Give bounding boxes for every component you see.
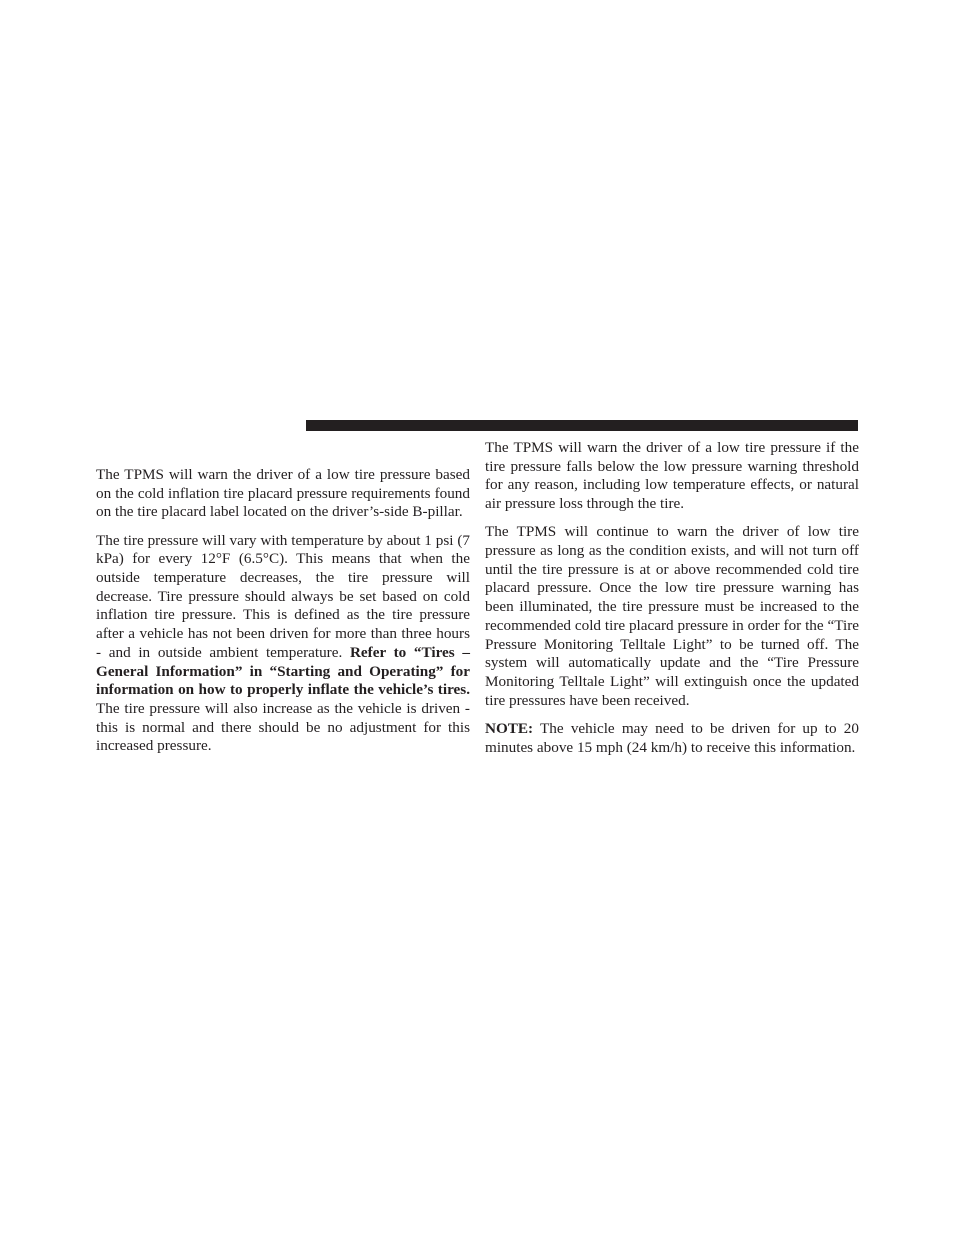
right-column — [485, 439, 859, 767]
cross-reference: Refer to “Tires – General Information” in “Starting and Operating” for information on how to properly inflate the vehicle’s tires. — [96, 643, 470, 699]
paragraph-temperature-variation — [96, 532, 470, 756]
header-rule — [306, 420, 858, 431]
paragraph-low-pressure-warning: The TPMS will warn the driver of a low tire pressure if the tire pressure falls below the low pressure warning threshold for any reason, including low temperature effects, or natural air pressure loss through the tire. — [485, 439, 859, 513]
paragraph-text: The tire pressure will vary with temperature by about 1 psi (7 kPa) for every 12°F (6.5°C). This means that when the outside temperature decreases, the tire pressure will decrease. Tire pressure should always be set based on cold inflation tire pressure. This is defined as the tire pressure after a vehicle has not been driven for more than three hours - and in outside ambient temperature. — [96, 531, 470, 661]
note-paragraph — [485, 720, 859, 757]
note-label: NOTE: — [485, 719, 534, 737]
paragraph-text-tail: The tire pressure will also increase as the vehicle is driven - this is normal and there should be no adjustment for this increased pressure. — [96, 699, 470, 755]
paragraph-tpms-cold-inflation: The TPMS will warn the driver of a low tire pressure based on the cold inflation tire placard pressure requirements found on the tire placard label located on the driver’s-side B-pillar. — [96, 466, 470, 521]
left-column — [96, 466, 470, 766]
paragraph-continue-warning: The TPMS will continue to warn the driver of low tire pressure as long as the condition exists, and will not turn off until the tire pressure is at or above recommended cold tire placard pressure. Once the low tire pressure warning has been illuminated, the tire pressure must be increased to the recommended cold tire placard pressure in order for the “Tire Pressure Monitoring Telltale Light” to be turned off. The system will automatically update and the “Tire Pressure Monitoring Telltale Light” will extinguish once the updated tire pressures have been received. — [485, 523, 859, 709]
note-text: The vehicle may need to be driven for up to 20 minutes above 15 mph (24 km/h) to receive this information. — [485, 719, 859, 756]
